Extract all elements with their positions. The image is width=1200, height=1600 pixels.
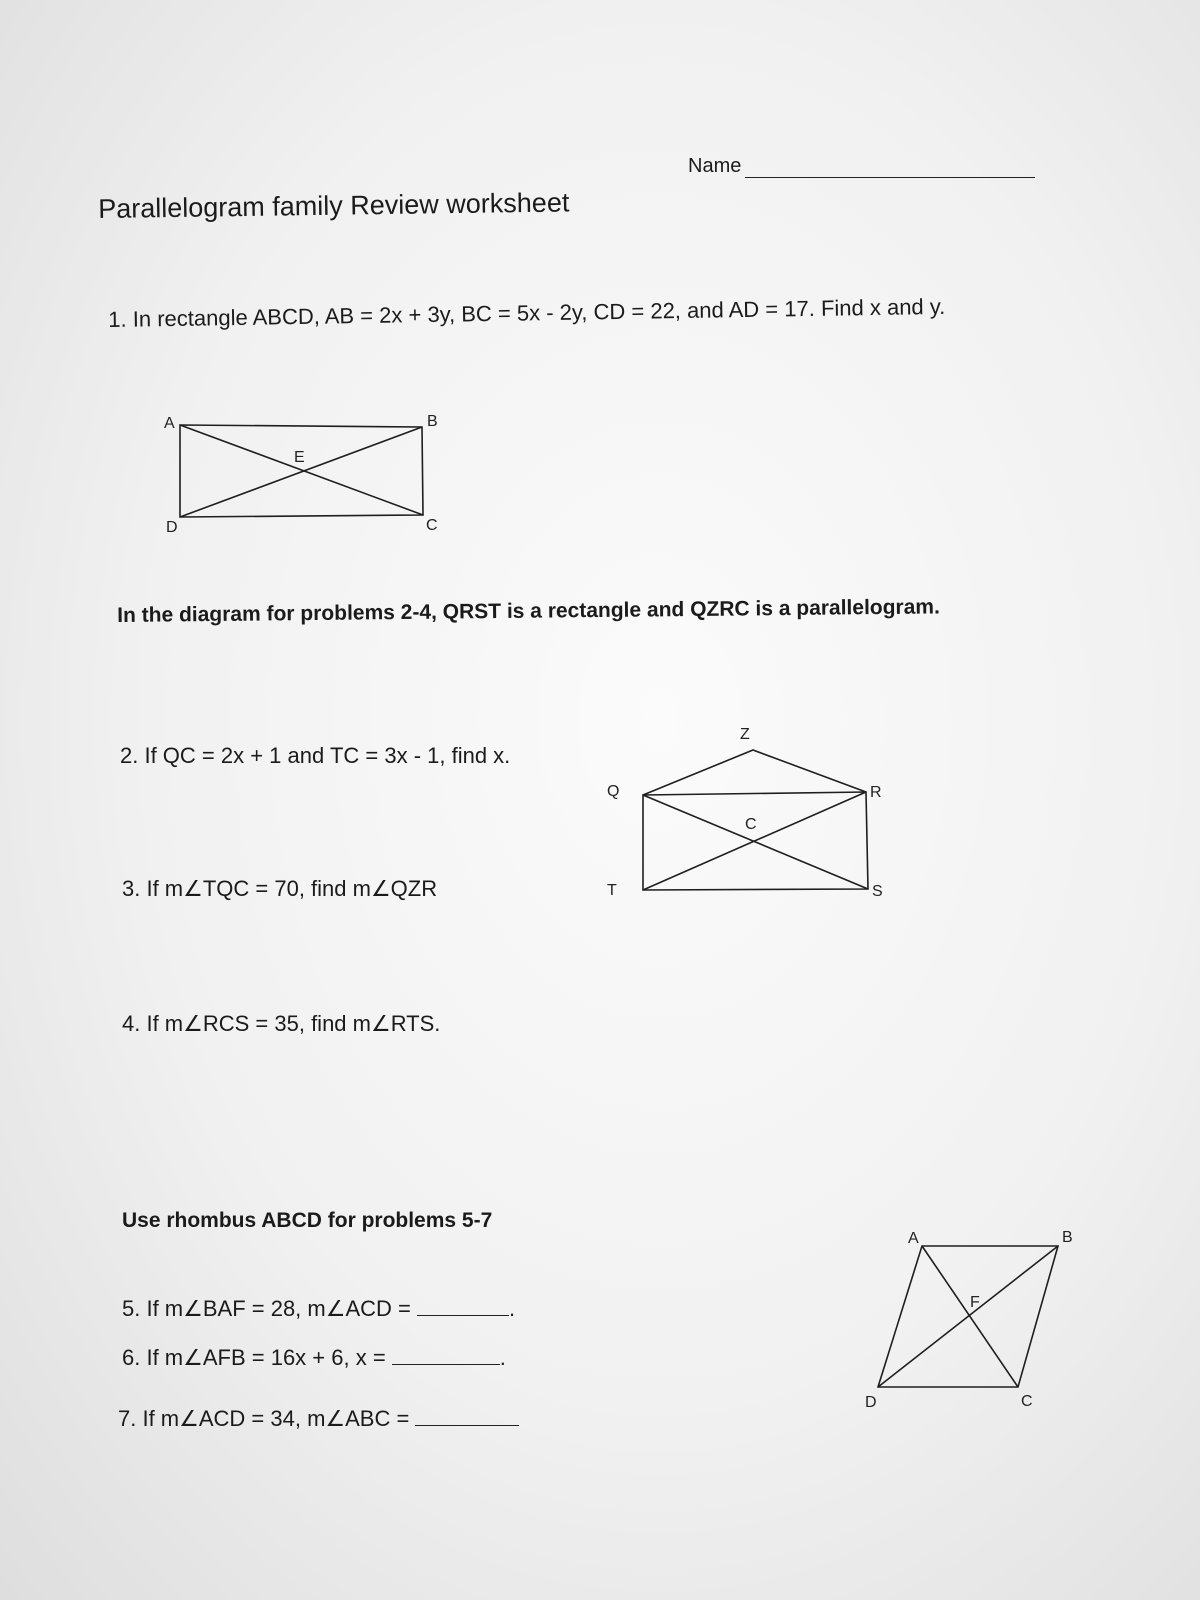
- label-a: A: [164, 415, 175, 432]
- problem-6-suffix: .: [499, 1345, 506, 1370]
- problem-4-text: 4. If m∠RCS = 35, find m∠RTS.: [122, 1011, 441, 1036]
- problem-2-text: 2. If QC = 2x + 1 and TC = 3x - 1, find x.: [120, 743, 511, 768]
- diagonal-bd: [878, 1246, 1058, 1387]
- label-c: C: [1021, 1393, 1033, 1410]
- diagonal-ac: [922, 1246, 1018, 1387]
- label-e: E: [294, 449, 305, 466]
- label-c: C: [426, 517, 438, 534]
- problem-7-prefix: 7. If m∠ACD = 34, m∠ABC =: [118, 1406, 416, 1431]
- label-t: T: [607, 882, 617, 899]
- label-a: A: [908, 1230, 919, 1247]
- section-2-intro: In the diagram for problems 2-4, QRST is a rectangle and QZRC is a parallelogram.: [117, 595, 940, 627]
- section-3-intro: Use rhombus ABCD for problems 5-7: [122, 1209, 493, 1232]
- label-d: D: [865, 1394, 877, 1411]
- label-c-center: C: [745, 816, 757, 833]
- problem-3-text: 3. If m∠TQC = 70, find m∠QZR: [122, 876, 438, 901]
- worksheet-title: Parallelogram family Review worksheet: [98, 187, 570, 224]
- problem-6-prefix: 6. If m∠AFB = 16x + 6, x =: [122, 1345, 392, 1370]
- label-s: S: [872, 883, 883, 900]
- problem-1-text: 1. In rectangle ABCD, AB = 2x + 3y, BC = 5x - 2y, CD = 22, and AD = 17. Find x and y.: [108, 293, 946, 332]
- label-z: Z: [740, 726, 750, 743]
- problem-5-suffix: .: [508, 1296, 516, 1321]
- name-label: Name: [688, 155, 742, 177]
- label-d: D: [166, 519, 178, 536]
- label-b: B: [1062, 1229, 1073, 1246]
- label-b: B: [427, 413, 438, 430]
- label-r: R: [870, 784, 882, 801]
- problem-5-prefix: 5. If m∠BAF = 28, m∠ACD =: [122, 1296, 417, 1321]
- label-f: F: [970, 1294, 980, 1311]
- label-q: Q: [607, 783, 620, 800]
